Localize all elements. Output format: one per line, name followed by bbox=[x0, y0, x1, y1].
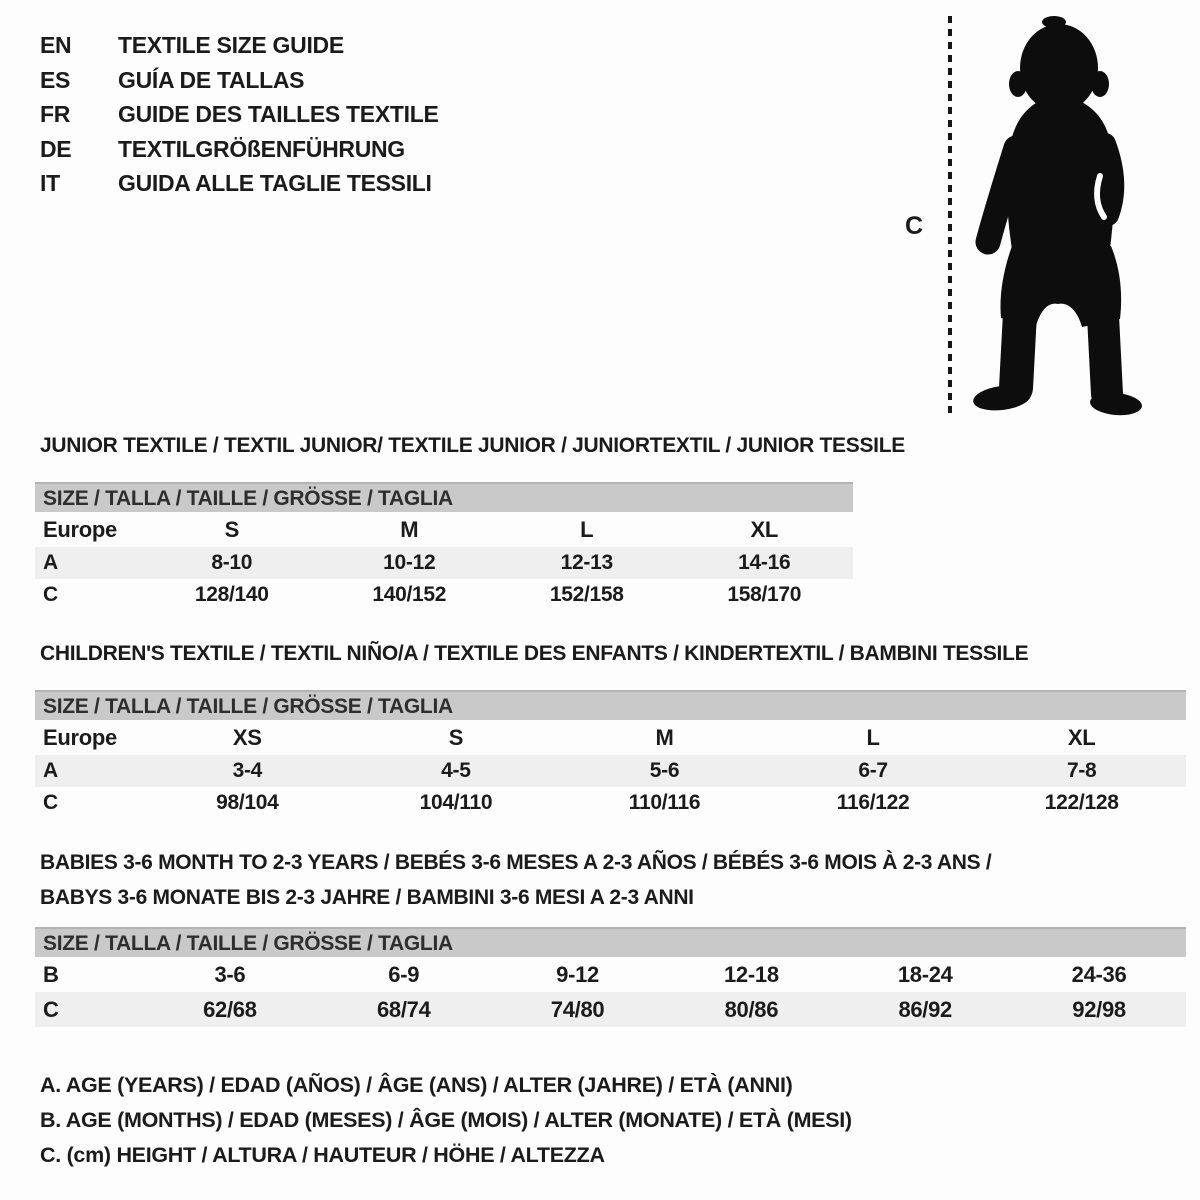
size-cell: L bbox=[866, 724, 880, 750]
height-cell: 98/104 bbox=[216, 791, 279, 814]
table-row-c bbox=[35, 992, 1186, 1027]
language-row-fr bbox=[40, 97, 439, 132]
table-row-b bbox=[35, 957, 1186, 992]
language-label: GUIDA ALLE TAGLIE TESSILI bbox=[118, 170, 432, 196]
language-row-en bbox=[40, 28, 439, 63]
row-label: A bbox=[43, 759, 58, 782]
language-label: TEXTILGRÖßENFÜHRUNG bbox=[118, 135, 405, 162]
toddler-silhouette bbox=[962, 8, 1147, 423]
size-header-bar: SIZE / TALLA / TAILLE / GRÖSSE / TAGLIA bbox=[35, 927, 1186, 957]
row-label: Europe bbox=[43, 724, 117, 750]
row-label: C bbox=[43, 996, 59, 1022]
age-cell: 6-7 bbox=[858, 759, 888, 782]
children-section-title: CHILDREN'S TEXTILE / TEXTIL NIÑO/A / TEXTILE DES ENFANTS / KINDERTEXTIL / BAMBINI TESSILE bbox=[40, 642, 1029, 665]
age-cell: 9-12 bbox=[556, 961, 599, 987]
row-label: C bbox=[43, 791, 58, 814]
height-cell: 86/92 bbox=[898, 996, 952, 1022]
language-code: DE bbox=[40, 135, 72, 162]
size-header-bar: SIZE / TALLA / TAILLE / GRÖSSE / TAGLIA bbox=[35, 482, 853, 512]
height-cell: 152/158 bbox=[549, 583, 624, 606]
size-cell: M bbox=[655, 724, 674, 750]
age-cell: 5-6 bbox=[649, 759, 680, 782]
row-label: C bbox=[43, 583, 58, 606]
height-cell: 74/80 bbox=[550, 996, 605, 1022]
table-row-c bbox=[35, 787, 1186, 819]
age-cell: 14-16 bbox=[738, 551, 791, 574]
language-label: GUIDE DES TAILLES TEXTILE bbox=[118, 101, 439, 127]
junior-section-title: JUNIOR TEXTILE / TEXTIL JUNIOR/ TEXTILE JUNIOR / JUNIORTEXTIL / JUNIOR TESSILE bbox=[40, 434, 905, 457]
language-label: TEXTILE SIZE GUIDE bbox=[118, 32, 344, 58]
age-cell: 3-4 bbox=[232, 759, 263, 782]
table-row-a bbox=[35, 547, 853, 579]
children-size-table bbox=[35, 690, 1186, 819]
age-cell: 3-6 bbox=[214, 961, 246, 987]
language-label: GUÍA DE TALLAS bbox=[118, 66, 305, 93]
legend-line-b: B. AGE (MONTHS) / EDAD (MESES) / ÂGE (MOIS) / ALTER (MONATE) / ETÀ (MESI) bbox=[40, 1108, 852, 1132]
size-cell: S bbox=[224, 516, 239, 542]
babies-section-title-line1: BABIES 3-6 MONTH TO 2-3 YEARS / BEBÉS 3-6 MESES A 2-3 AÑOS / BÉBÉS 3-6 MOIS À 2-3 ANS / bbox=[40, 851, 992, 874]
age-cell: 4-5 bbox=[441, 759, 471, 782]
height-cell: 158/170 bbox=[727, 583, 802, 606]
babies-section-title-line2: BABYS 3-6 MONATE BIS 2-3 JAHRE / BAMBINI 3-6 MESI A 2-3 ANNI bbox=[40, 886, 694, 909]
size-cell: M bbox=[400, 516, 419, 542]
age-cell: 6-9 bbox=[388, 961, 420, 987]
measurement-legend bbox=[40, 1068, 852, 1173]
height-cell: 128/140 bbox=[194, 583, 269, 606]
size-cell: L bbox=[580, 516, 594, 542]
row-label: Europe bbox=[43, 516, 117, 542]
language-code: EN bbox=[40, 32, 72, 58]
row-label: B bbox=[43, 961, 59, 987]
size-cell: XS bbox=[232, 724, 262, 750]
language-code: FR bbox=[40, 101, 71, 127]
babies-size-table bbox=[35, 927, 1186, 1027]
size-cell: S bbox=[448, 724, 464, 750]
height-cell: 80/86 bbox=[724, 996, 779, 1022]
size-header-bar: SIZE / TALLA / TAILLE / GRÖSSE / TAGLIA bbox=[35, 690, 1186, 720]
language-row-de bbox=[40, 132, 439, 167]
height-cell: 116/122 bbox=[836, 791, 910, 814]
height-cell: 62/68 bbox=[203, 996, 257, 1022]
language-code: IT bbox=[40, 170, 60, 196]
height-cell: 140/152 bbox=[372, 583, 447, 606]
language-row-es bbox=[40, 63, 439, 98]
age-cell: 18-24 bbox=[897, 961, 953, 987]
age-cell: 10-12 bbox=[383, 551, 436, 574]
legend-line-c: C. (cm) HEIGHT / ALTURA / HAUTEUR / HÖHE / ALTEZZA bbox=[40, 1143, 605, 1167]
language-title-list bbox=[40, 28, 439, 201]
age-cell: 24-36 bbox=[1071, 961, 1127, 987]
height-cell: 104/110 bbox=[419, 791, 493, 814]
size-cell: XL bbox=[750, 516, 778, 542]
legend-line-a: A. AGE (YEARS) / EDAD (AÑOS) / ÂGE (ANS) / ALTER (JAHRE) / ETÀ (ANNI) bbox=[40, 1073, 793, 1097]
language-row-it bbox=[40, 166, 439, 201]
table-row-c bbox=[35, 579, 853, 611]
junior-size-table bbox=[35, 482, 853, 611]
age-cell: 8-10 bbox=[211, 551, 253, 574]
age-cell: 7-8 bbox=[1066, 759, 1097, 782]
size-cell: XL bbox=[1067, 724, 1096, 750]
height-cell: 110/116 bbox=[628, 791, 701, 814]
age-cell: 12-18 bbox=[724, 961, 779, 987]
height-measure-dashed-line bbox=[948, 16, 952, 416]
table-row-europe bbox=[35, 720, 1186, 755]
age-cell: 12-13 bbox=[560, 551, 613, 574]
language-code: ES bbox=[40, 66, 71, 93]
height-cell: 122/128 bbox=[1044, 791, 1119, 814]
height-cell: 92/98 bbox=[1072, 996, 1126, 1022]
row-label: A bbox=[43, 551, 58, 574]
table-row-europe bbox=[35, 512, 853, 547]
height-measure-label: C bbox=[905, 212, 923, 240]
height-cell: 68/74 bbox=[376, 996, 431, 1022]
table-row-a bbox=[35, 755, 1186, 787]
